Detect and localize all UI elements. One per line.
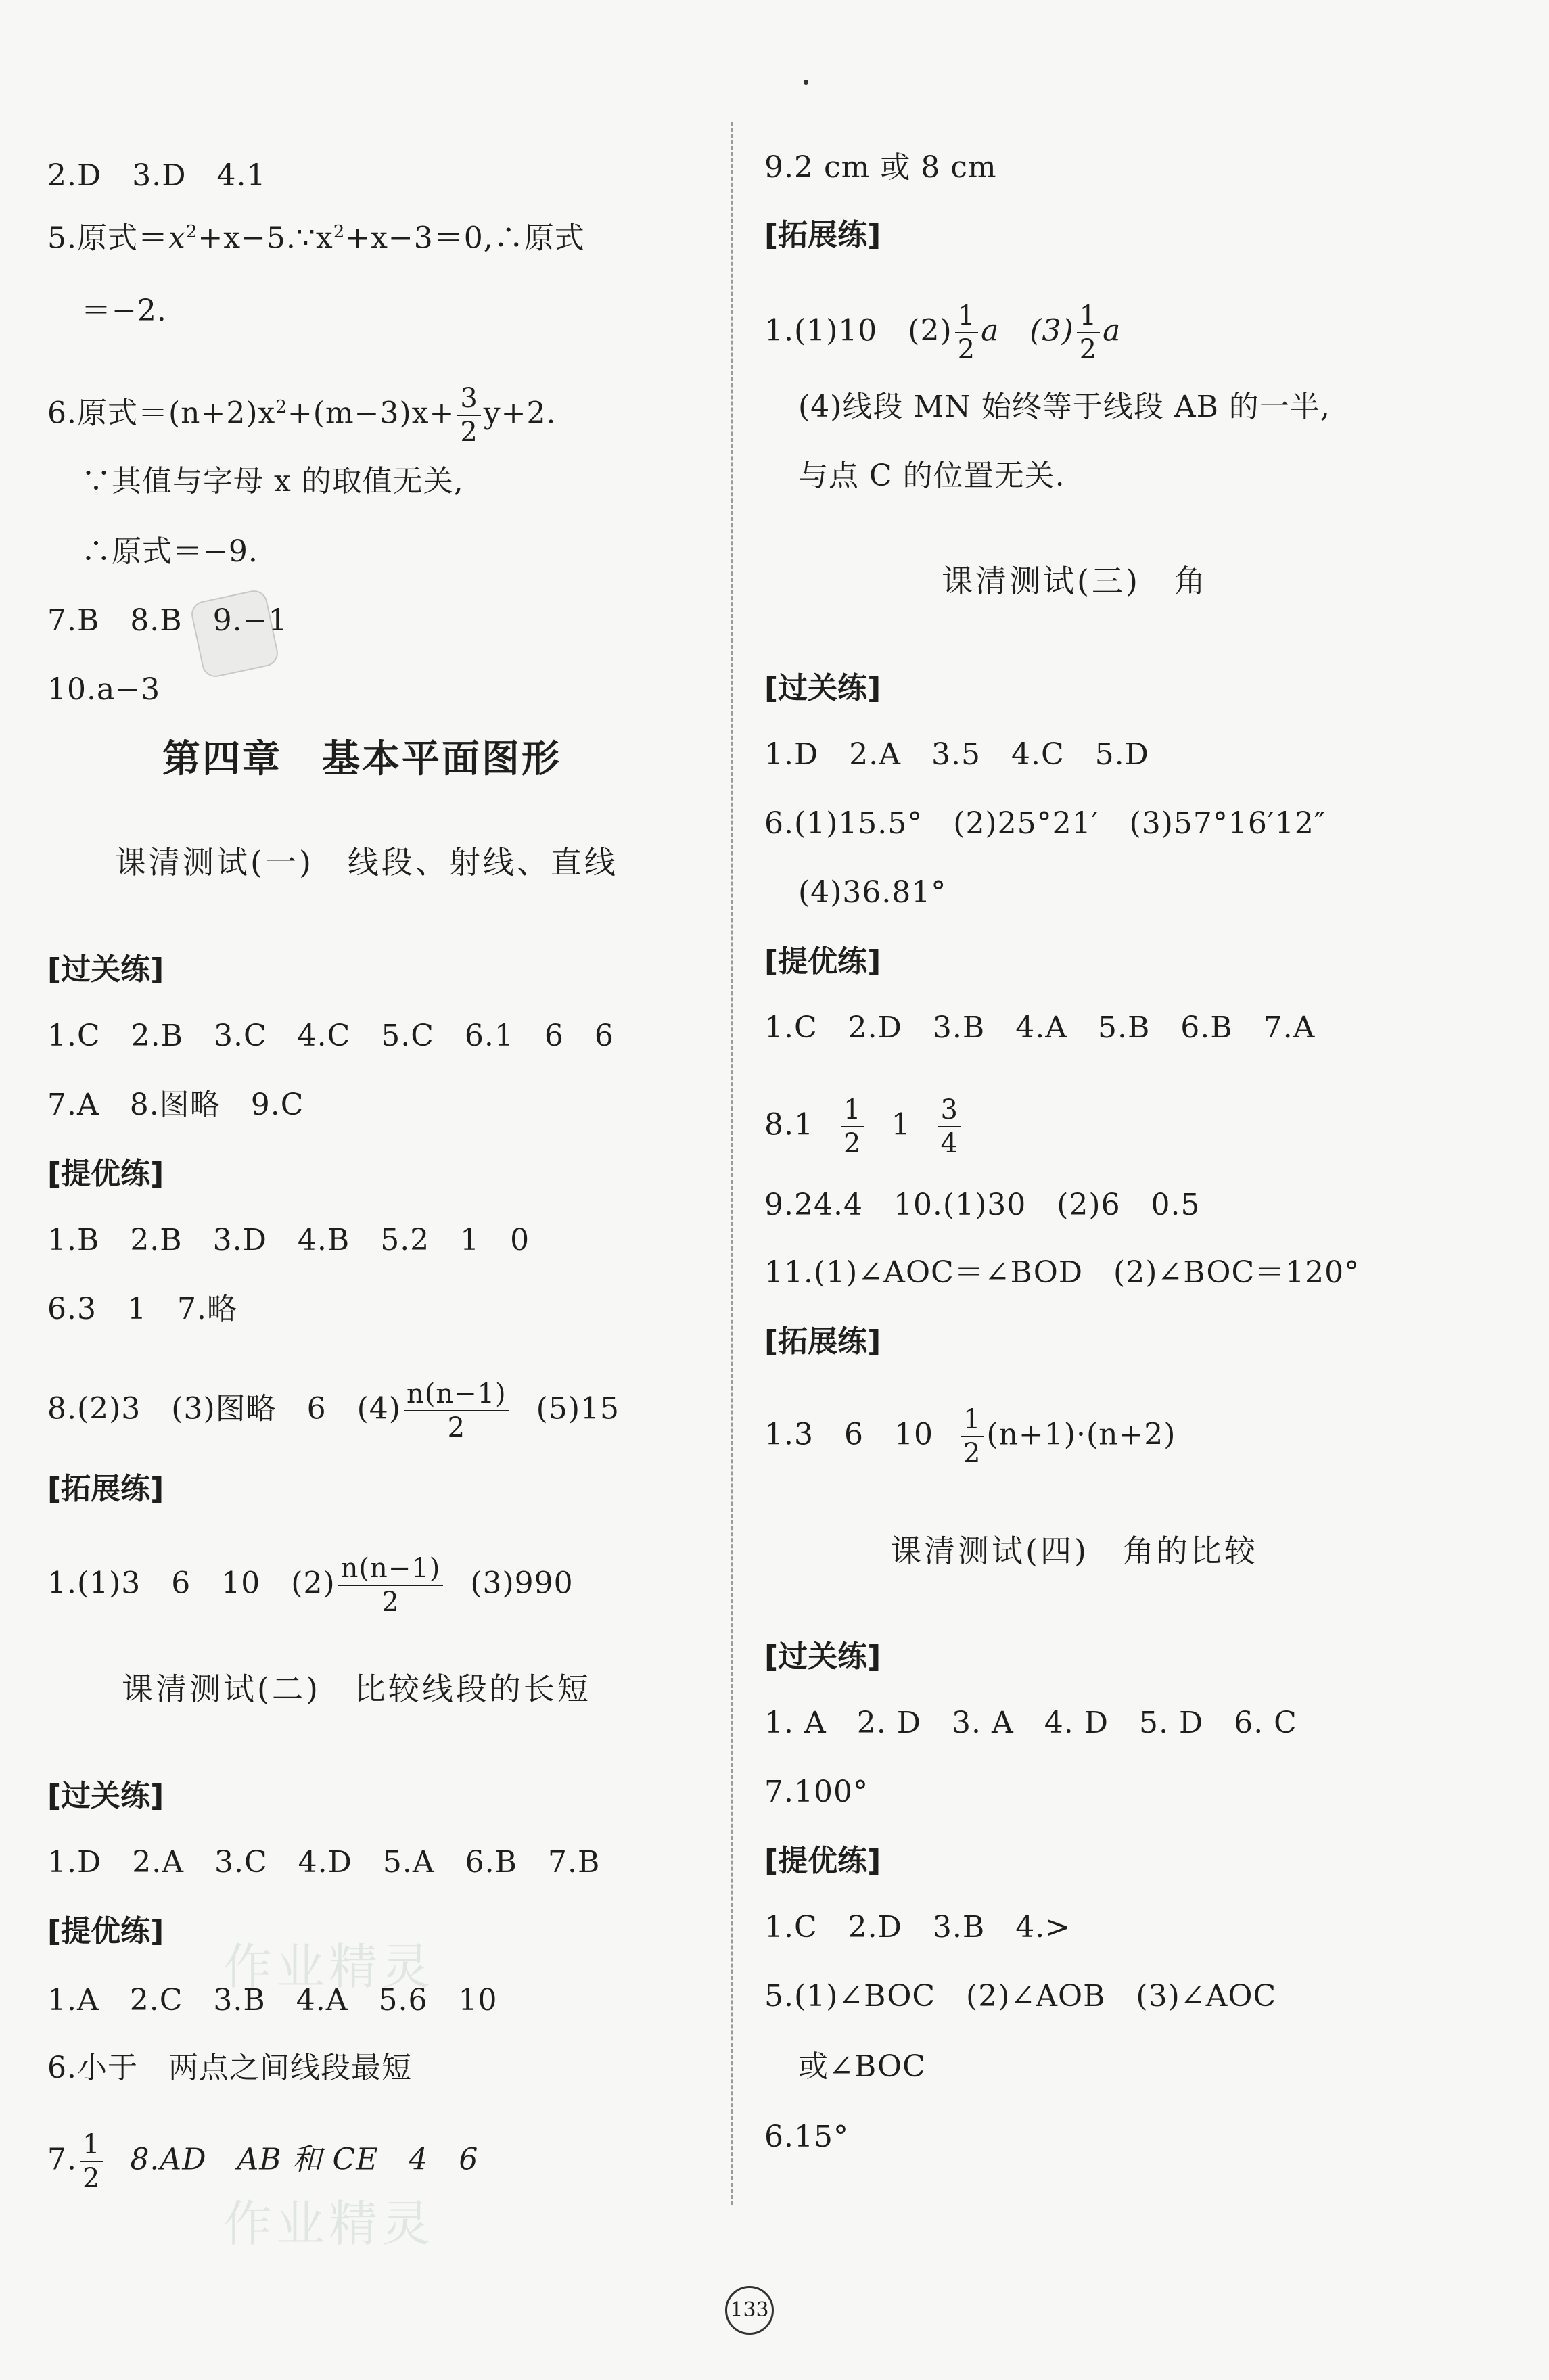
column-divider bbox=[731, 122, 733, 2205]
page-number: 133 bbox=[725, 2286, 774, 2335]
answer-line: 1.D 2.A 3.5 4.C 5.D bbox=[764, 737, 1149, 772]
fraction: $\frac{3}{4}$ bbox=[938, 1096, 961, 1158]
fraction: $\frac{1}{2}$ bbox=[955, 302, 978, 364]
section-title: 课清测试(一) 线段、射线、直线 bbox=[115, 844, 618, 881]
watermark: 作业精灵 bbox=[223, 2195, 435, 2252]
answer-line: ∵其值与字母 x 的取值无关, bbox=[81, 464, 464, 498]
exercise-heading: [过关练] bbox=[47, 1779, 164, 1813]
answer-line: 7.A 8.图略 9.C bbox=[47, 1088, 304, 1122]
section-title: 课清测试(二) 比较线段的长短 bbox=[122, 1671, 591, 1707]
answer-line: 1.C 2.B 3.C 4.C 5.C 6.1 6 6 bbox=[47, 1019, 614, 1053]
fraction: $\frac{1}{2}$ bbox=[961, 1405, 984, 1468]
answer-line: 6.15° bbox=[764, 2120, 849, 2154]
answer-line: 1.(1)10 (2) $\frac{1}{2}$ a (3) $\frac{1}{2}$ a bbox=[764, 300, 1122, 365]
fraction: $\frac{1}{2}$ bbox=[80, 2130, 103, 2193]
fraction: $\frac{1}{2}$ bbox=[841, 1096, 864, 1158]
answer-line: ＝−2. bbox=[81, 294, 167, 328]
answer-line: ∴原式＝−9. bbox=[81, 534, 258, 569]
answer-line: 1.3 6 10 $\frac{1}{2}$ (n+1)·(n+2) bbox=[764, 1404, 1176, 1469]
answer-line: 或∠BOC bbox=[798, 2049, 926, 2084]
exercise-heading: [提优练] bbox=[764, 1844, 881, 1878]
answer-line: 1.B 2.B 3.D 4.B 5.2 1 0 bbox=[47, 1223, 530, 1257]
exercise-heading: [拓展练] bbox=[47, 1472, 164, 1506]
exercise-heading: [过关练] bbox=[764, 1639, 881, 1674]
answer-line: (4)36.81° bbox=[798, 875, 947, 910]
answer-line: 6.小于 两点之间线段最短 bbox=[47, 2051, 412, 2085]
answer-line: 1.D 2.A 3.C 4.D 5.A 6.B 7.B bbox=[47, 1845, 601, 1880]
answer-line: 10.a−3 bbox=[47, 672, 161, 707]
section-title: 课清测试(三) 角 bbox=[942, 563, 1208, 599]
answer-line: 1.(1)3 6 10 (2) $\frac{n(n-1)}{2}$ (3)990 bbox=[47, 1553, 574, 1618]
answer-line: 1.A 2.C 3.B 4.A 5.6 10 bbox=[47, 1983, 498, 2017]
exercise-heading: [提优练] bbox=[47, 1914, 164, 1949]
section-title: 课清测试(四) 角的比较 bbox=[890, 1533, 1258, 1569]
exercise-heading: [提优练] bbox=[764, 944, 881, 979]
exercise-heading: [提优练] bbox=[47, 1157, 164, 1191]
answer-line: 1. A 2. D 3. A 4. D 5. D 6. C bbox=[764, 1706, 1297, 1740]
answer-line: 1.C 2.D 3.B 4.A 5.B 6.B 7.A bbox=[764, 1010, 1316, 1045]
answer-line: 1.C 2.D 3.B 4.> bbox=[764, 1910, 1071, 1944]
answer-line: 与点 C 的位置无关. bbox=[798, 459, 1065, 493]
answer-line: 7.B 8.B 9.−1 bbox=[47, 603, 288, 638]
answer-line: 8.1 $\frac{1}{2}$ 1 $\frac{3}{4}$ bbox=[764, 1096, 964, 1158]
answer-line: 11.(1)∠AOC＝∠BOD (2)∠BOC＝120° bbox=[764, 1255, 1360, 1290]
exercise-heading: [拓展练] bbox=[764, 218, 881, 252]
answer-line: (4)线段 MN 始终等于线段 AB 的一半, bbox=[798, 390, 1331, 424]
answer-line: 5.原式$=x^2+x-5.\because x^2+x-3=0,\therefore$原式 bbox=[47, 220, 585, 256]
chapter-title: 第四章 基本平面图形 bbox=[162, 737, 561, 781]
fraction: $\frac{n(n-1)}{2}$ bbox=[404, 1380, 509, 1442]
answer-line: 9.24.4 10.(1)30 (2)6 0.5 bbox=[764, 1188, 1201, 1222]
answer-line: 6.原式$=(n+2)x^2+(m-3)x+$ $\frac{3}{2}$ y+2. bbox=[47, 383, 557, 448]
watermark: 作业精灵 bbox=[223, 1938, 435, 1995]
fraction: $\frac{n(n-1)}{2}$ bbox=[338, 1554, 444, 1616]
exercise-heading: [过关练] bbox=[764, 671, 881, 705]
print-dot bbox=[804, 80, 808, 85]
answer-line: 5.(1)∠BOC (2)∠AOB (3)∠AOC bbox=[764, 1979, 1277, 2013]
exercise-heading: [拓展练] bbox=[764, 1324, 881, 1359]
answer-line: 2.D 3.D 4.1 bbox=[47, 158, 267, 193]
fraction: $\frac{3}{2}$ bbox=[457, 384, 480, 446]
answer-line: 9.2 cm 或 8 cm bbox=[764, 150, 997, 185]
answer-line: 6.(1)15.5° (2)25°21′ (3)57°16′12″ bbox=[764, 806, 1326, 841]
answer-line: 7. $\frac{1}{2}$ 8.AD AB 和 CE 4 6 bbox=[47, 2129, 479, 2194]
answer-line: 8.(2)3 (3)图略 6 (4) $\frac{n(n-1)}{2}$ (5)15 bbox=[47, 1378, 620, 1443]
answer-line: 7.100° bbox=[764, 1775, 869, 1809]
fraction: $\frac{1}{2}$ bbox=[1077, 302, 1100, 364]
exercise-heading: [过关练] bbox=[47, 952, 164, 987]
answer-line: 6.3 1 7.略 bbox=[47, 1292, 237, 1326]
